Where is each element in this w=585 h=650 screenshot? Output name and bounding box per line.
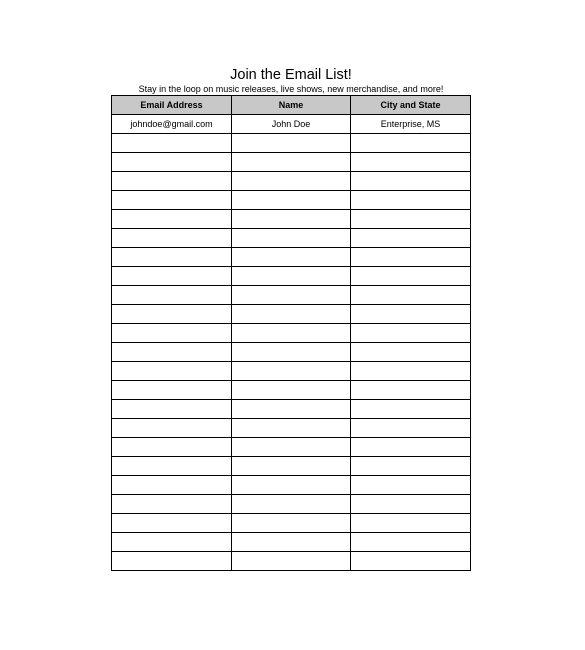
cell-name [232, 552, 351, 571]
cell-city-state [351, 400, 471, 419]
cell-city-state: Enterprise, MS [351, 115, 471, 134]
cell-city-state [351, 172, 471, 191]
table-row [112, 457, 471, 476]
cell-name [232, 172, 351, 191]
cell-city-state [351, 457, 471, 476]
cell-email [112, 438, 232, 457]
cell-name [232, 476, 351, 495]
cell-email [112, 476, 232, 495]
cell-name [232, 305, 351, 324]
cell-email [112, 324, 232, 343]
cell-email [112, 495, 232, 514]
cell-name: John Doe [232, 115, 351, 134]
cell-email [112, 552, 232, 571]
cell-city-state [351, 495, 471, 514]
cell-email [112, 267, 232, 286]
table-row [112, 305, 471, 324]
cell-email [112, 191, 232, 210]
cell-email [112, 533, 232, 552]
cell-email [112, 381, 232, 400]
cell-email: johndoe@gmail.com [112, 115, 232, 134]
cell-city-state [351, 476, 471, 495]
table-row [112, 552, 471, 571]
table-row [112, 134, 471, 153]
cell-email [112, 286, 232, 305]
cell-name [232, 229, 351, 248]
table-row [112, 191, 471, 210]
cell-email [112, 229, 232, 248]
cell-name [232, 210, 351, 229]
cell-name [232, 457, 351, 476]
table-row [112, 172, 471, 191]
cell-city-state [351, 248, 471, 267]
cell-city-state [351, 533, 471, 552]
cell-name [232, 438, 351, 457]
table-row [112, 229, 471, 248]
cell-name [232, 514, 351, 533]
cell-city-state [351, 343, 471, 362]
cell-name [232, 495, 351, 514]
cell-email [112, 343, 232, 362]
cell-name [232, 153, 351, 172]
table-row [112, 115, 471, 134]
cell-email [112, 514, 232, 533]
cell-email [112, 210, 232, 229]
cell-city-state [351, 267, 471, 286]
cell-name [232, 533, 351, 552]
table-row [112, 514, 471, 533]
table-row [112, 495, 471, 514]
cell-name [232, 419, 351, 438]
cell-city-state [351, 153, 471, 172]
table-row [112, 362, 471, 381]
cell-name [232, 134, 351, 153]
cell-name [232, 362, 351, 381]
column-header-city-state: City and State [351, 96, 471, 115]
cell-city-state [351, 381, 471, 400]
cell-name [232, 400, 351, 419]
cell-name [232, 343, 351, 362]
cell-name [232, 248, 351, 267]
cell-city-state [351, 210, 471, 229]
cell-email [112, 400, 232, 419]
cell-city-state [351, 286, 471, 305]
table-row [112, 343, 471, 362]
cell-name [232, 267, 351, 286]
cell-city-state [351, 324, 471, 343]
table-row [112, 153, 471, 172]
table-row [112, 438, 471, 457]
table-row [112, 210, 471, 229]
signup-table [111, 95, 471, 571]
cell-city-state [351, 438, 471, 457]
table-row [112, 476, 471, 495]
cell-email [112, 153, 232, 172]
cell-city-state [351, 419, 471, 438]
cell-email [112, 362, 232, 381]
column-header-email: Email Address [112, 96, 232, 115]
table-row [112, 400, 471, 419]
table-row [112, 324, 471, 343]
cell-email [112, 419, 232, 438]
table-row [112, 248, 471, 267]
cell-name [232, 381, 351, 400]
column-header-name: Name [232, 96, 351, 115]
cell-name [232, 286, 351, 305]
cell-city-state [351, 514, 471, 533]
page-subtitle: Stay in the loop on music releases, live shows, new merchandise, and more! [138, 84, 444, 94]
cell-email [112, 305, 232, 324]
cell-email [112, 457, 232, 476]
table-row [112, 419, 471, 438]
page-title: Join the Email List! [230, 67, 352, 83]
cell-city-state [351, 552, 471, 571]
cell-name [232, 324, 351, 343]
cell-email [112, 172, 232, 191]
cell-city-state [351, 362, 471, 381]
table-row [112, 286, 471, 305]
cell-email [112, 248, 232, 267]
table-body [112, 115, 471, 571]
cell-name [232, 191, 351, 210]
cell-city-state [351, 191, 471, 210]
table-header-row [112, 96, 471, 115]
cell-city-state [351, 305, 471, 324]
cell-city-state [351, 229, 471, 248]
cell-email [112, 134, 232, 153]
table-row [112, 381, 471, 400]
table-row [112, 533, 471, 552]
table-row [112, 267, 471, 286]
cell-city-state [351, 134, 471, 153]
